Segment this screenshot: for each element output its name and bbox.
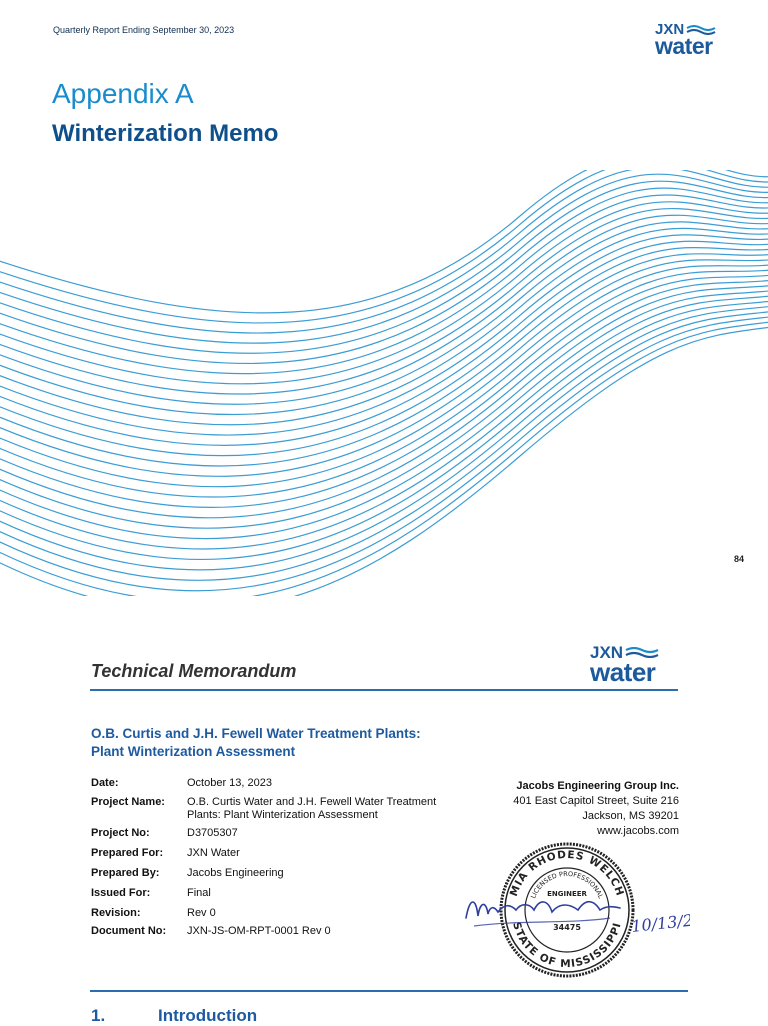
wave-line	[0, 241, 768, 445]
meta-row-document-no	[91, 925, 457, 938]
wave-line	[0, 170, 768, 323]
header-divider	[90, 689, 678, 691]
section-number: 1.	[91, 1006, 106, 1025]
signature-scribble	[466, 902, 620, 918]
logo-water-text: water	[590, 657, 656, 687]
section-divider	[90, 990, 688, 992]
company-website[interactable]: www.jacobs.com	[597, 825, 679, 837]
engineer-seal	[460, 840, 690, 980]
meta-value: October 13, 2023	[187, 777, 273, 789]
seal-bottom-text: STATE OF MISSISSIPPI	[510, 920, 624, 971]
seal-top-text: MIA RHODES WELCH	[507, 848, 627, 899]
wave-line	[0, 290, 768, 539]
logo-water-text: water	[655, 33, 713, 59]
wave-line	[0, 170, 768, 333]
memo-subtitle	[91, 725, 511, 761]
meta-label: Prepared For:	[91, 847, 164, 859]
meta-label: Issued For:	[91, 887, 151, 899]
page-number: 84	[734, 554, 745, 564]
memo-subtitle-line2: Plant Winterization Assessment	[91, 744, 296, 759]
logo-jxn-text: JXN	[590, 643, 624, 662]
seal-center-label: ENGINEER	[547, 890, 587, 898]
meta-label: Document No:	[91, 925, 167, 937]
memo-type-heading: Technical Memorandum	[91, 661, 297, 681]
appendix-label: Appendix A	[52, 78, 194, 109]
meta-value: JXN-JS-OM-RPT-0001 Rev 0	[187, 925, 331, 937]
report-header: Quarterly Report Ending September 30, 2023	[53, 25, 235, 35]
meta-label: Project No:	[91, 827, 150, 839]
meta-row-prepared-by	[91, 867, 457, 880]
section-title: Introduction	[158, 1006, 258, 1025]
signature-date: 10/13/2023	[630, 907, 690, 936]
wave-line	[0, 222, 768, 415]
meta-value: Rev 0	[187, 907, 216, 919]
meta-label: Prepared By:	[91, 867, 160, 879]
wave-line	[0, 264, 768, 487]
company-address-block	[513, 779, 679, 839]
company-name: Jacobs Engineering Group Inc.	[516, 780, 679, 792]
meta-value: Jacobs Engineering	[187, 867, 284, 879]
wave-line	[0, 209, 768, 394]
appendix-title: Winterization Memo	[52, 120, 279, 147]
seal-ring-text: LICENSED PROFESSIONAL	[529, 869, 605, 900]
wave-line	[0, 202, 768, 384]
meta-label: Project Name:	[91, 796, 165, 808]
wave-line	[0, 228, 768, 424]
signature-underline	[474, 918, 610, 926]
meta-value: D3705307	[187, 827, 238, 839]
meta-label: Revision:	[91, 907, 141, 919]
jxn-water-logo-memo	[590, 644, 659, 685]
jxn-water-logo	[655, 22, 716, 58]
seal-license-number: 34475	[553, 923, 581, 932]
memo-subtitle-line1: O.B. Curtis and J.H. Fewell Water Treatment Plants:	[91, 726, 421, 741]
engineer-seal-and-signature	[460, 840, 690, 980]
wave-line	[0, 235, 768, 435]
meta-value: JXN Water	[187, 847, 240, 859]
company-address-line2: Jackson, MS 39201	[582, 810, 679, 822]
wave-line	[0, 285, 768, 529]
meta-row-prepared-for	[91, 847, 457, 860]
meta-row-issued-for	[91, 887, 457, 900]
meta-row-revision	[91, 907, 457, 920]
wave-line	[0, 170, 768, 313]
wave-line	[0, 174, 768, 343]
meta-row-project-no	[91, 827, 457, 840]
meta-row-date	[91, 777, 457, 790]
decorative-waves	[0, 170, 768, 596]
meta-value: O.B. Curtis Water and J.H. Fewell Water Treatment Plants: Plant Winterization Assessment	[187, 796, 437, 821]
wave-line	[0, 321, 768, 596]
meta-label: Date:	[91, 777, 119, 789]
meta-value: Final	[187, 887, 211, 899]
logo-jxn-text: JXN	[655, 21, 685, 38]
meta-row-project-name	[91, 796, 457, 822]
company-address-line1: 401 East Capitol Street, Suite 216	[513, 795, 679, 807]
